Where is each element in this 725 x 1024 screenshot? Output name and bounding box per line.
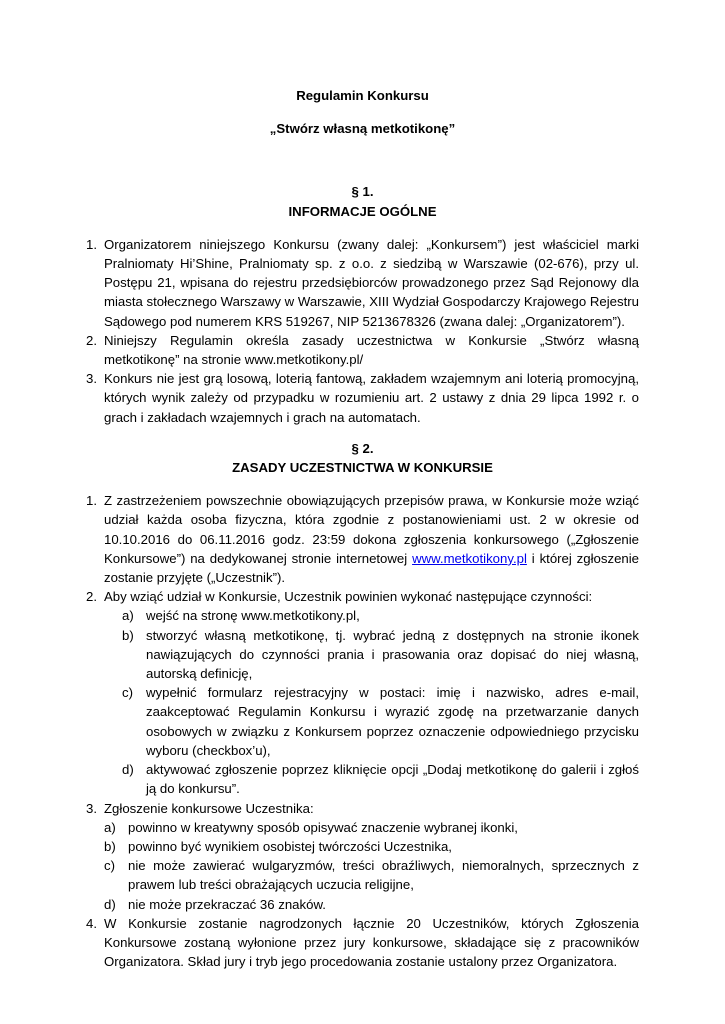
document-subtitle: „Stwórz własną metkotikonę”: [269, 121, 456, 137]
item-number: 4.: [86, 915, 97, 931]
section-2-number: § 2.: [351, 440, 374, 456]
section-1-number: § 1.: [351, 184, 374, 200]
list-item: [86, 587, 639, 606]
sublist-text: nie może zawierać wulgaryzmów, treści obraźliwych, niemoralnych, sprzecznych z prawem lub treści obrażających uczucia religijne,: [128, 858, 639, 893]
section-2-list: [86, 491, 639, 971]
sublist-item: [104, 837, 639, 856]
sublist: [86, 606, 639, 798]
sublist-text: stworzyć własną metkotikonę, tj. wybrać jedną z dostępnych na stronie ikonek nawiązujących do czynności prania i prasowania oraz dopisać do niej własną, autorską definicję,: [146, 627, 639, 682]
item-text: Niniejszy Regulamin określa zasady uczestnictwa w Konkursie „Stwórz własną metkotikonę” na stronie www.metkotikony.pl/: [104, 332, 639, 368]
sublist-item: [122, 683, 639, 760]
item-text-after-link: i której zgłoszenie zostanie przyjęte („Uczestnik”).: [104, 550, 639, 586]
sublist-item: [104, 856, 639, 894]
section-1-list: [86, 235, 639, 427]
item-text: Konkurs nie jest grą losową, loterią fantową, zakładem wzajemnym ani loterią promocyjną, których wynik zależy od przypadku w rozumieniu art. 2 ustawy z dnia 29 lipca 1992 r. o grach i zakładach wzajemnych i grach na automatach.: [104, 371, 639, 425]
list-item: [86, 235, 639, 331]
list-item: [86, 369, 639, 427]
section-1-heading: INFORMACJE OGÓLNE: [288, 203, 437, 219]
sublist-letter: d): [122, 762, 134, 778]
sublist-text: powinno być wynikiem osobistej twórczości Uczestnika,: [128, 838, 452, 854]
sublist-item: [104, 818, 639, 837]
sublist-letter: d): [104, 896, 116, 912]
section-2-heading: ZASADY UCZESTNICTWA W KONKURSIE: [232, 460, 493, 476]
sublist-text: wypełnić formularz rejestracyjny w postaci: imię i nazwisko, adres e-mail, zaakceptować Regulamin Konkursu i wyrazić zgodę na przetwarzanie danych osobowych w związku z Konkursem poprzez oznaczenie odpowiedniego przycisku wyboru (checkbox’u),: [146, 685, 639, 758]
item-number: 2.: [86, 589, 97, 605]
sublist-text: aktywować zgłoszenie poprzez kliknięcie opcji „Dodaj metkotikonę do galerii i zgłoś ją do konkursu”.: [146, 762, 639, 797]
list-item: [86, 799, 639, 818]
item-text: Zgłoszenie konkursowe Uczestnika:: [104, 800, 314, 816]
item-number: 2.: [86, 332, 97, 348]
list-item: [86, 331, 639, 369]
sublist-text: wejść na stronę www.metkotikony.pl,: [146, 608, 360, 624]
sublist-letter: b): [122, 627, 134, 643]
item-number: 3.: [86, 371, 97, 387]
sublist-text: nie może przekraczać 36 znaków.: [128, 896, 326, 912]
sublist-letter: b): [104, 838, 116, 854]
sublist: [86, 818, 639, 914]
sublist-item: [122, 760, 639, 798]
sublist-item: [122, 606, 639, 625]
sublist-letter: a): [104, 819, 116, 835]
item-number: 1.: [86, 236, 97, 252]
sublist-letter: c): [122, 685, 133, 701]
sublist-text: powinno w kreatywny sposób opisywać znaczenie wybranej ikonki,: [128, 819, 518, 835]
item-text: W Konkursie zostanie nagrodzonych łącznie 20 Uczestników, których Zgłoszenia Konkursowe zostaną wyłonione przez jury konkursowe, składające się z pracowników Organizatora. Skład jury i tryb jego procedowania zostanie ustalony przez Organizatora.: [104, 915, 639, 970]
item-number: 3.: [86, 800, 97, 816]
item-text-before-link: Z zastrzeżeniem powszechnie obowiązujących przepisów prawa, w Konkursie może wziąć udział każda osoba fizyczna, która zgodnie z postanowieniami ust. 2 w okresie od 10.10.2016 do 06.11.2016 godz. 23:59 dokona zgłoszenia konkursowego („Zgłoszenie Konkursowe”) na dedykowanej stronie internetowej: [104, 493, 639, 566]
sublist-letter: a): [122, 608, 134, 624]
sublist-letter: c): [104, 858, 115, 874]
item-text: [104, 491, 639, 587]
list-item: [86, 914, 639, 972]
sublist-item: [122, 626, 639, 684]
item-text: Aby wziąć udział w Konkursie, Uczestnik powinien wykonać następujące czynności:: [104, 589, 593, 605]
website-link[interactable]: www.metkotikony.pl: [412, 550, 527, 566]
sublist-item: [104, 895, 639, 914]
item-text: Organizatorem niniejszego Konkursu (zwany dalej: „Konkursem”) jest właściciel marki Pralniomaty Hi’Shine, Pralniomaty sp. z o.o. z siedzibą w Warszawie (02-676), przy ul. Postępu 21, wpisana do rejestru przedsiębiorców prowadzonego przez Sąd Rejonowy dla miasta stołecznego Warszawy w Warszawie, XIII Wydział Gospodarczy Krajowego Rejestru Sądowego pod numerem KRS 519267, NIP 5213678326 (zwana dalej: „Organizatorem”).: [104, 236, 639, 329]
list-item: [86, 491, 639, 587]
item-number: 1.: [86, 493, 97, 509]
document-title: Regulamin Konkursu: [296, 88, 429, 103]
